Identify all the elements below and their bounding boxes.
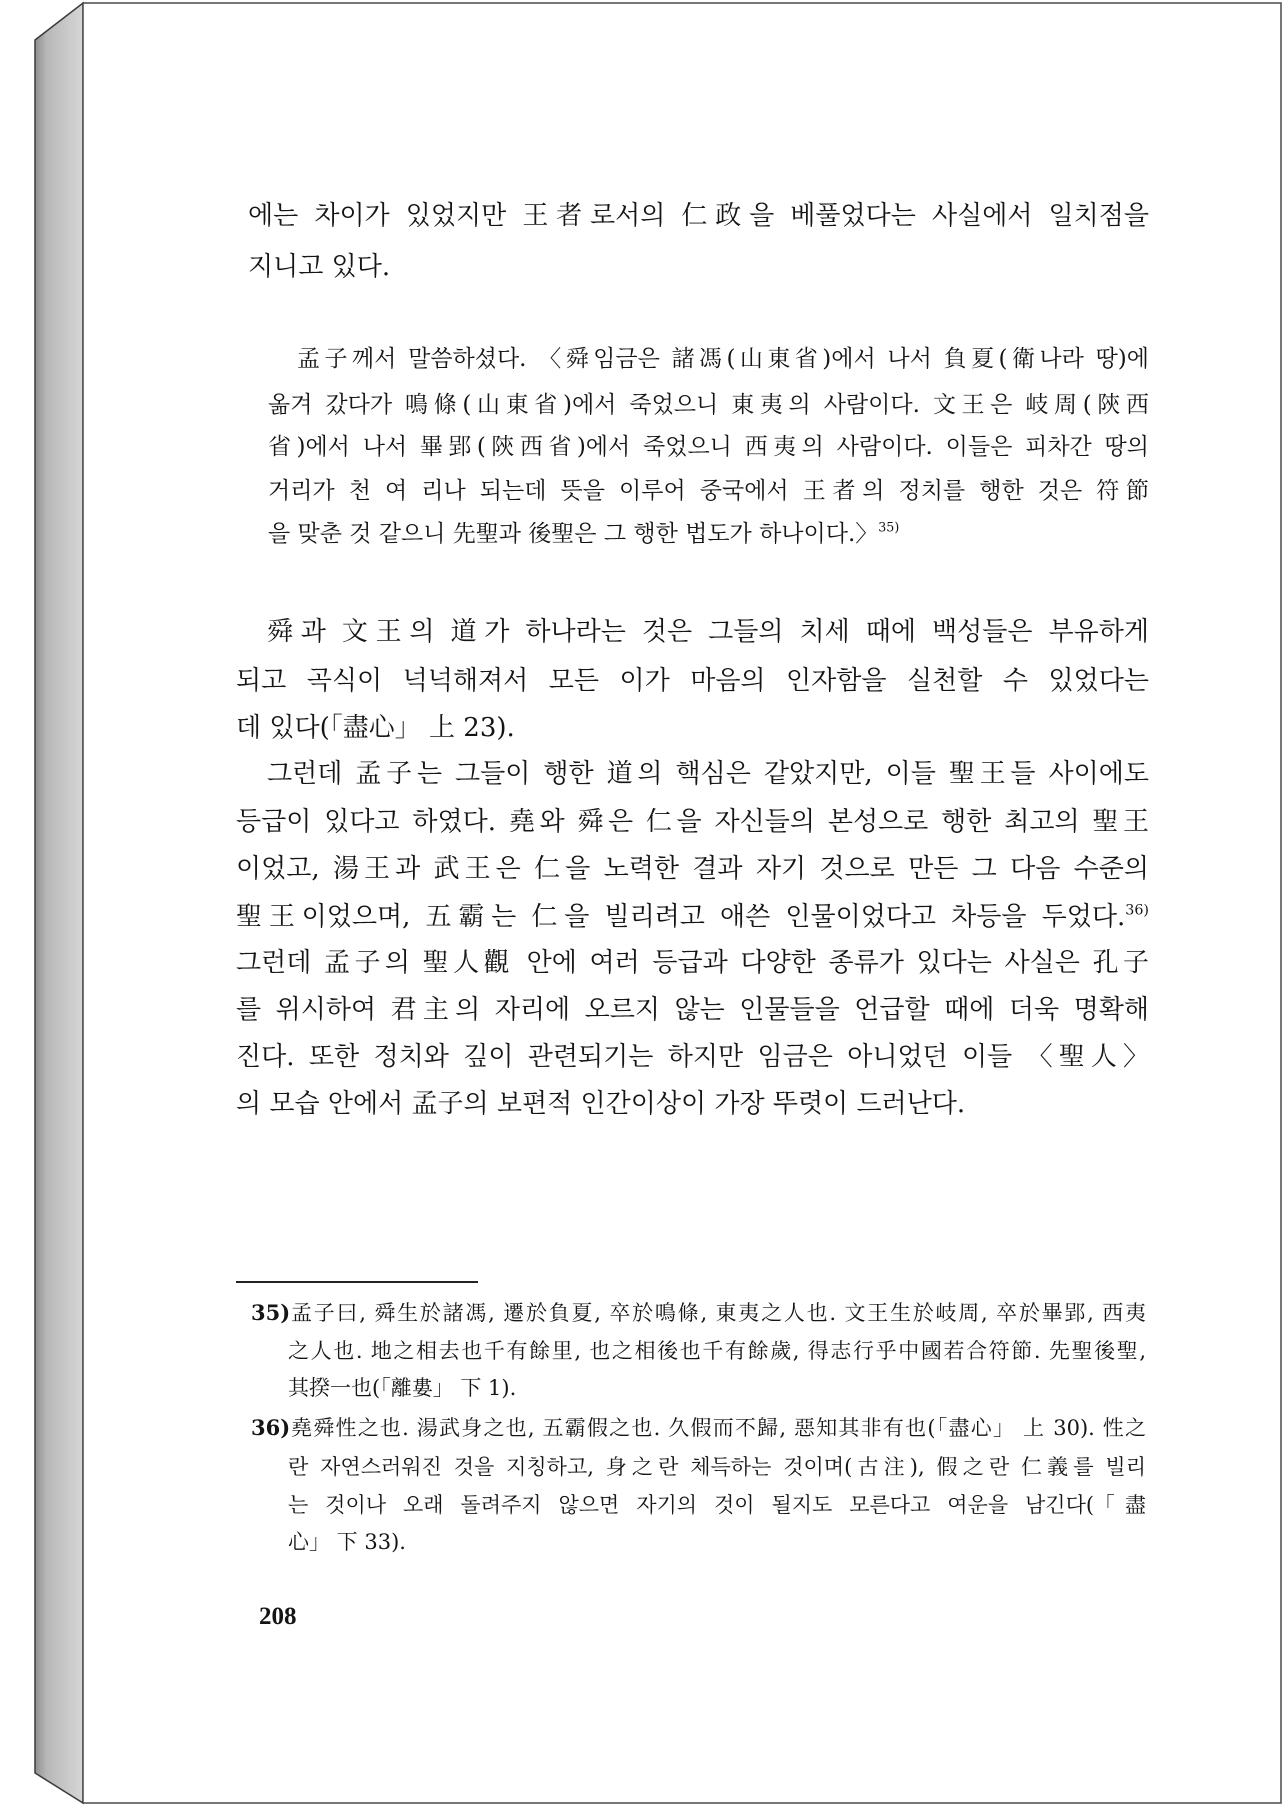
quote-line: 옮겨 갔다가 鳴條(山東省)에서 죽었으니 東夷의 사람이다. 文王은 岐周(陝西 bbox=[268, 392, 1149, 418]
footnote-line: 其揆一也(「離婁」 下 1). bbox=[288, 1376, 517, 1400]
quote-line: 省)에서 나서 畢郢(陝西省)에서 죽었으니 西夷의 사람이다. 이들은 피차간 땅의 bbox=[268, 434, 1149, 460]
footnote-separator bbox=[236, 1281, 478, 1283]
paragraph-3-line: 를 위시하여 君主의 자리에 오르지 않는 인물들을 언급할 때에 더욱 명확해 bbox=[236, 995, 1149, 1025]
footnote-reference: 36) bbox=[1125, 902, 1149, 919]
footnote-reference: 35) bbox=[878, 519, 900, 535]
paragraph-3-line bbox=[236, 898, 1149, 936]
footnote-number: 36) bbox=[251, 1415, 291, 1440]
footnote-line: 堯舜性之也. 湯武身之也, 五霸假之也. 久假而不歸, 惡知其非有也(「盡心」 上 30). 性之 bbox=[291, 1416, 1146, 1440]
quote-line: 거리가 천 여 리나 되는데 뜻을 이루어 중국에서 王者의 정치를 행한 것은 符節 bbox=[268, 478, 1149, 504]
footnote-line: 는 것이나 오래 돌려주지 않으면 자기의 것이 될지도 모른다고 여운을 남긴다(「盡 bbox=[288, 1493, 1146, 1517]
paragraph-3-line-text: 聖王이었으며, 五霸는 仁을 빌리려고 애쓴 인물이었다고 차등을 두었다. bbox=[236, 902, 1126, 932]
paragraph-3-line: 그런데 孟子는 그들이 행한 道의 핵심은 같았지만, 이들 聖王들 사이에도 bbox=[267, 759, 1149, 789]
quote-line: 孟子께서 말씀하셨다. 〈舜임금은 諸馮(山東省)에서 나서 負夏(衛나라 땅)에 bbox=[297, 346, 1149, 372]
paragraph-2-line: 데 있다(「盡心」 上 23). bbox=[236, 713, 515, 743]
paragraph-1-line: 지니고 있다. bbox=[248, 252, 391, 282]
footnote-line: 孟子曰, 舜生於諸馮, 遷於負夏, 卒於鳴條, 東夷之人也. 文王生於岐周, 卒於畢郢, 西夷 bbox=[291, 1301, 1146, 1325]
footnote-line: 란 자연스러워진 것을 지칭하고, 身之란 체득하는 것이며(古注), 假之란 仁義를 빌리 bbox=[288, 1455, 1146, 1479]
paragraph-3-line: 진다. 또한 정치와 깊이 관련되기는 하지만 임금은 아니었던 이들 〈聖人〉 bbox=[236, 1042, 1149, 1072]
quote-line-text: 을 맞춘 것 같으니 先聖과 後聖은 그 행한 법도가 하나이다.〉 bbox=[268, 521, 879, 547]
footnote-line: 心」 下 33). bbox=[288, 1530, 406, 1554]
page-number: 208 bbox=[259, 1603, 297, 1630]
paragraph-3-line: 그런데 孟子의 聖人觀 안에 여러 등급과 다양한 종류가 있다는 사실은 孔子 bbox=[236, 948, 1149, 978]
footnote-number: 35) bbox=[251, 1300, 291, 1325]
paragraph-2-line: 되고 곡식이 넉넉해져서 모든 이가 마음의 인자함을 실천할 수 있었다는 bbox=[236, 666, 1149, 696]
footnote-line: 之人也. 地之相去也千有餘里, 也之相後也千有餘歲, 得志行乎中國若合符節. 先聖後聖, bbox=[288, 1339, 1146, 1363]
quote-line bbox=[268, 517, 1149, 551]
paragraph-1-line: 에는 차이가 있었지만 王者로서의 仁政을 베풀었다는 사실에서 일치점을 bbox=[248, 201, 1149, 231]
paragraph-3-line: 이었고, 湯王과 武王은 仁을 노력한 결과 자기 것으로 만든 그 다음 수준의 bbox=[236, 854, 1149, 884]
book-spine bbox=[35, 3, 83, 1803]
paragraph-3-line: 등급이 있다고 하였다. 堯와 舜은 仁을 자신들의 본성으로 행한 최고의 聖王 bbox=[236, 807, 1149, 837]
paragraph-2-line: 舜과 文王의 道가 하나라는 것은 그들의 치세 때에 백성들은 부유하게 bbox=[267, 617, 1149, 647]
paragraph-3-line: 의 모습 안에서 孟子의 보편적 인간이상이 가장 뚜렷이 드러난다. bbox=[236, 1089, 966, 1119]
